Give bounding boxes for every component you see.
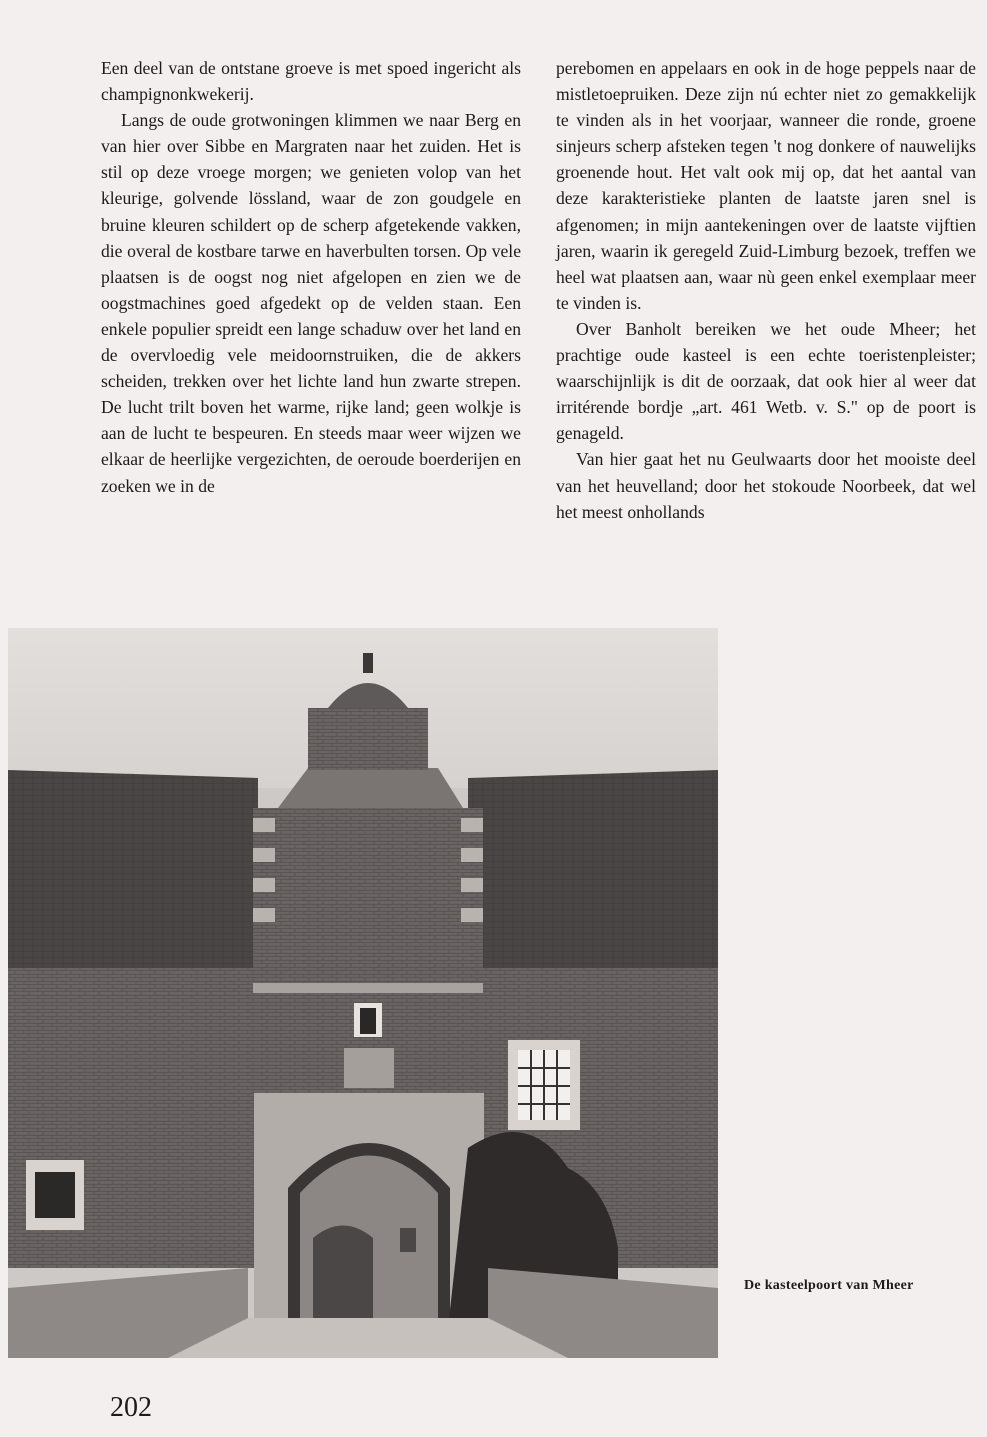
text-column-left <box>101 55 521 499</box>
paragraph: Langs de oude grotwoningen klimmen we naar Berg en van hier over Sibbe en Margraten naar het zuiden. Het is stil op deze vroege morgen; we genieten volop van het kleurige, golvende lössland, waar de zon goudgele en bruine kleuren schildert op de scherp afgetekende vakken, die overal de kostbare tarwe en haverbulten torsen. Op vele plaatsen is de oogst nog niet afgelopen en zien we de oogstmachines goed afgedekt op de velden staan. Een enkele populier spreidt een lange schaduw over het land en de overvloedig vele meidoornstruiken, die de akkers scheiden, trekken over het lichte land hun zwarte strepen. De lucht trilt boven het warme, rijke land; geen wolkje is aan de lucht te bespeuren. En steeds maar weer wijzen we elkaar de heerlijke vergezichten, de oeroude boerderijen en zoeken we in de <box>101 110 521 496</box>
text-column-right <box>556 55 976 525</box>
photo-caption: De kasteelpoort van Mheer <box>744 1278 914 1293</box>
castle-gate-photo <box>8 628 718 1358</box>
page-number: 202 <box>110 1392 152 1423</box>
paragraph: Over Banholt bereiken we het oude Mheer; het prachtige oude kasteel is een echte toeristenpleister; waarschijnlijk is dit de oorzaak, dat ook hier al weer dat irritérende bordje „art. 461 Wetb. v. S." op de poort is genageld. <box>556 318 976 444</box>
paragraph: Een deel van de ontstane groeve is met spoed ingericht als champignonkwekerij. <box>101 58 521 105</box>
paragraph: Van hier gaat het nu Geulwaarts door het mooiste deel van het heuvelland; door het stokoude Noorbeek, dat wel het meest onhollands <box>556 449 976 522</box>
paragraph: perebomen en appelaars en ook in de hoge peppels naar de mistletoepruiken. Deze zijn nú echter niet zo gemakkelijk te vinden als in het voorjaar, wanneer die ronde, groene sinjeurs scherp afsteken tegen 't nog donkere of nauwelijks groenende hout. Het valt ook mij op, dat het aantal van deze karakteristieke planten de laatste jaren snel is afgenomen; in mijn aantekeningen over de laatste vijftien jaren, waarin ik geregeld Zuid-Limburg bezoek, treffen we heel wat plaatsen aan, waar nù geen enkel exemplaar meer te vinden is. <box>556 58 976 313</box>
